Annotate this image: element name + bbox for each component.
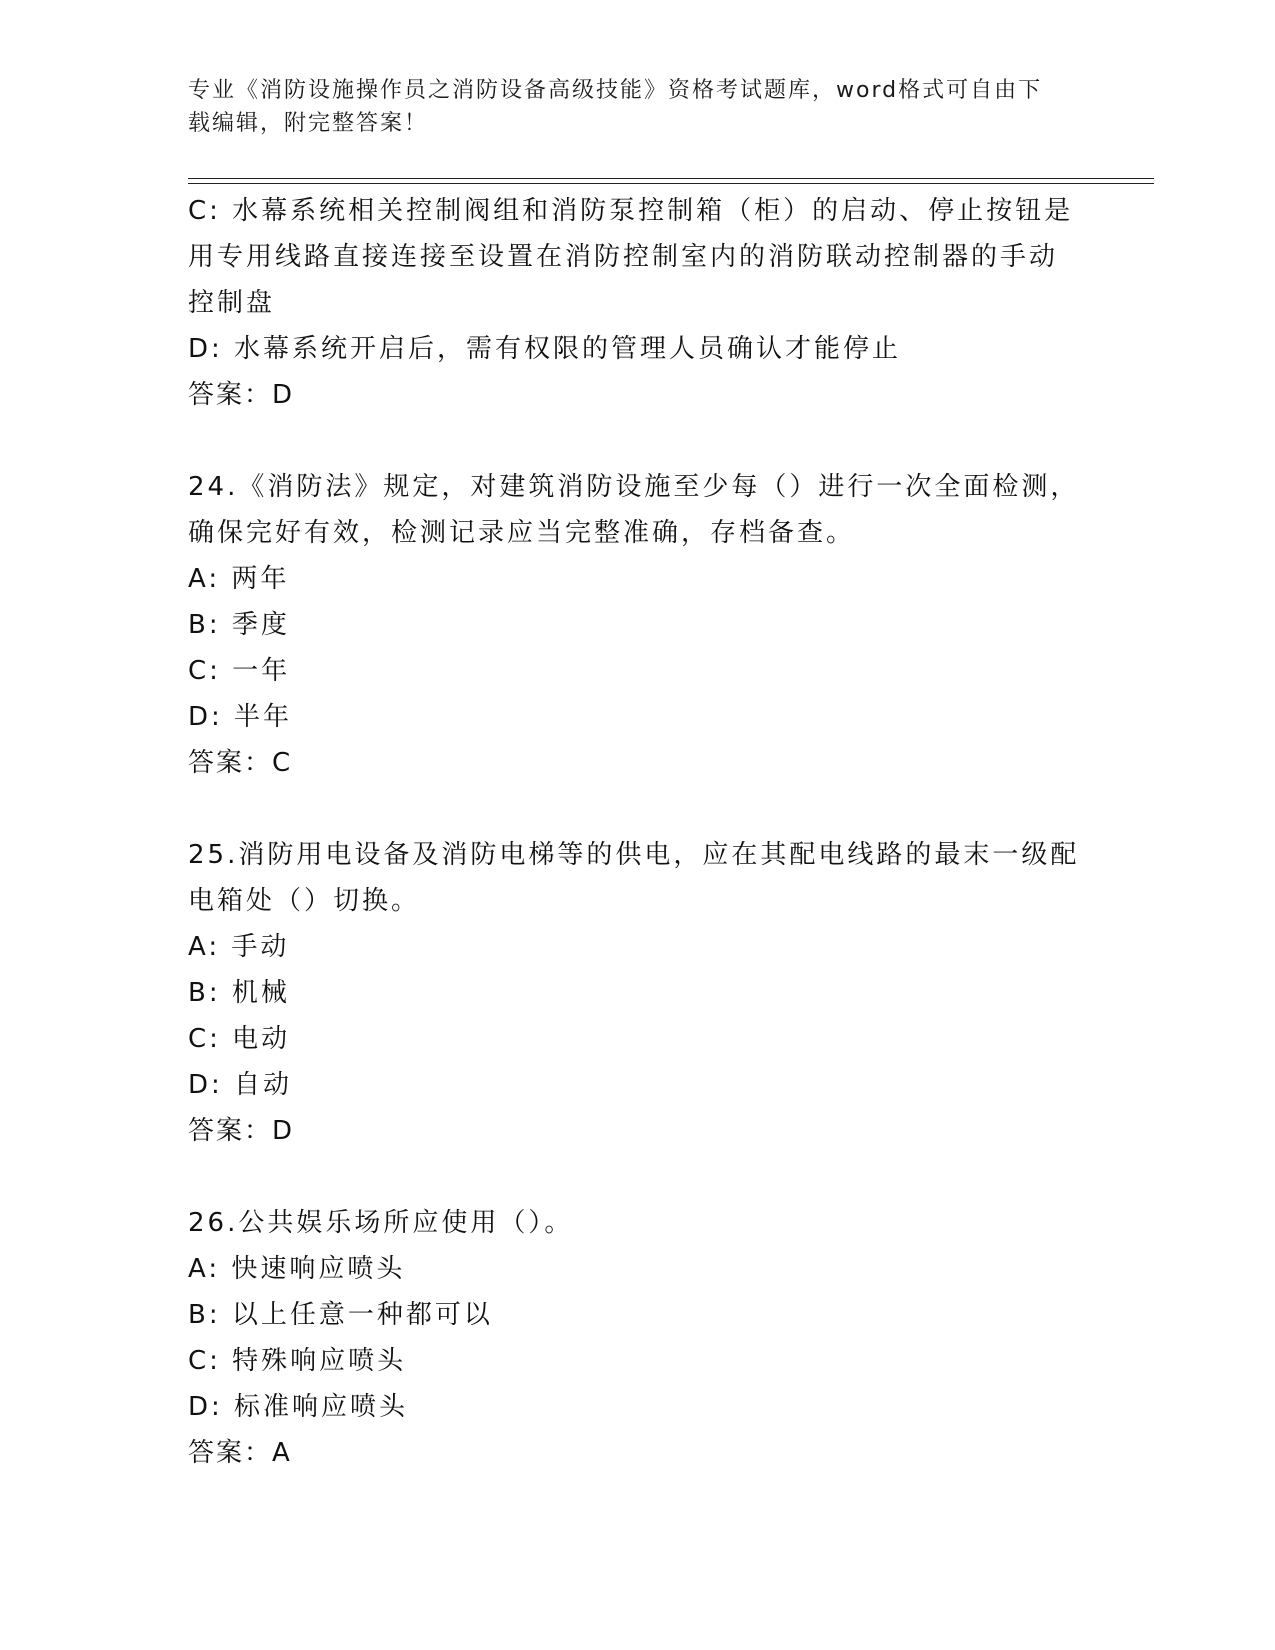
option-b: B: 机械 [188,978,290,1008]
option-d: D: 水幕系统开启后，需有权限的管理人员确认才能停止 [188,334,902,364]
question-block-25 [188,832,1108,1154]
option-b: B: 以上任意一种都可以 [188,1300,493,1330]
header-double-rule [188,178,1154,184]
option-c: C: 特殊响应喷头 [188,1346,407,1376]
option-d: D: 自动 [188,1070,293,1100]
question-block-23 [188,188,1108,418]
question-block-26 [188,1200,1108,1476]
option-b: B: 季度 [188,610,290,640]
question-content [188,188,1108,1476]
header-intro-line-2: 载编辑，附完整答案！ [188,111,429,136]
option-d: D: 半年 [188,702,293,732]
answer-line: 答案：D [188,380,295,410]
question-block-24 [188,464,1108,786]
answer-line: 答案：C [188,748,293,778]
option-c: C: 电动 [188,1024,291,1054]
answer-line: 答案：D [188,1116,295,1146]
option-a: A: 两年 [188,564,290,594]
spacer [188,1154,1108,1200]
option-c: C: 一年 [188,656,291,686]
spacer [188,786,1108,832]
question-stem: 26.公共娱乐场所应使用（）。 [188,1208,574,1238]
spacer [188,418,1108,464]
page-header [188,74,1088,140]
option-d: D: 标准响应喷头 [188,1392,409,1422]
option-a: A: 手动 [188,932,290,962]
question-stem: 25.消防用电设备及消防电梯等的供电，应在其配电线路的最末一级配 [188,840,1080,870]
option-c-continued: 用专用线路直接连接至设置在消防控制室内的消防联动控制器的手动 [188,242,1059,272]
option-c-continued: 控制盘 [188,288,276,318]
answer-line: 答案：A [188,1438,292,1468]
question-stem-continued: 电箱处（）切换。 [188,886,421,916]
option-a: A: 快速响应喷头 [188,1254,406,1284]
option-c: C: 水幕系统相关控制阀组和消防泵控制箱（柜）的启动、停止按钮是 [188,196,1074,226]
header-intro-line-1: 专业《消防设施操作员之消防设备高级技能》资格考试题库，word格式可自由下 [188,78,1043,103]
question-stem-continued: 确保完好有效，检测记录应当完整准确，存档备查。 [188,518,856,548]
question-stem: 24.《消防法》规定，对建筑消防设施至少每（）进行一次全面检测， [188,472,1080,502]
